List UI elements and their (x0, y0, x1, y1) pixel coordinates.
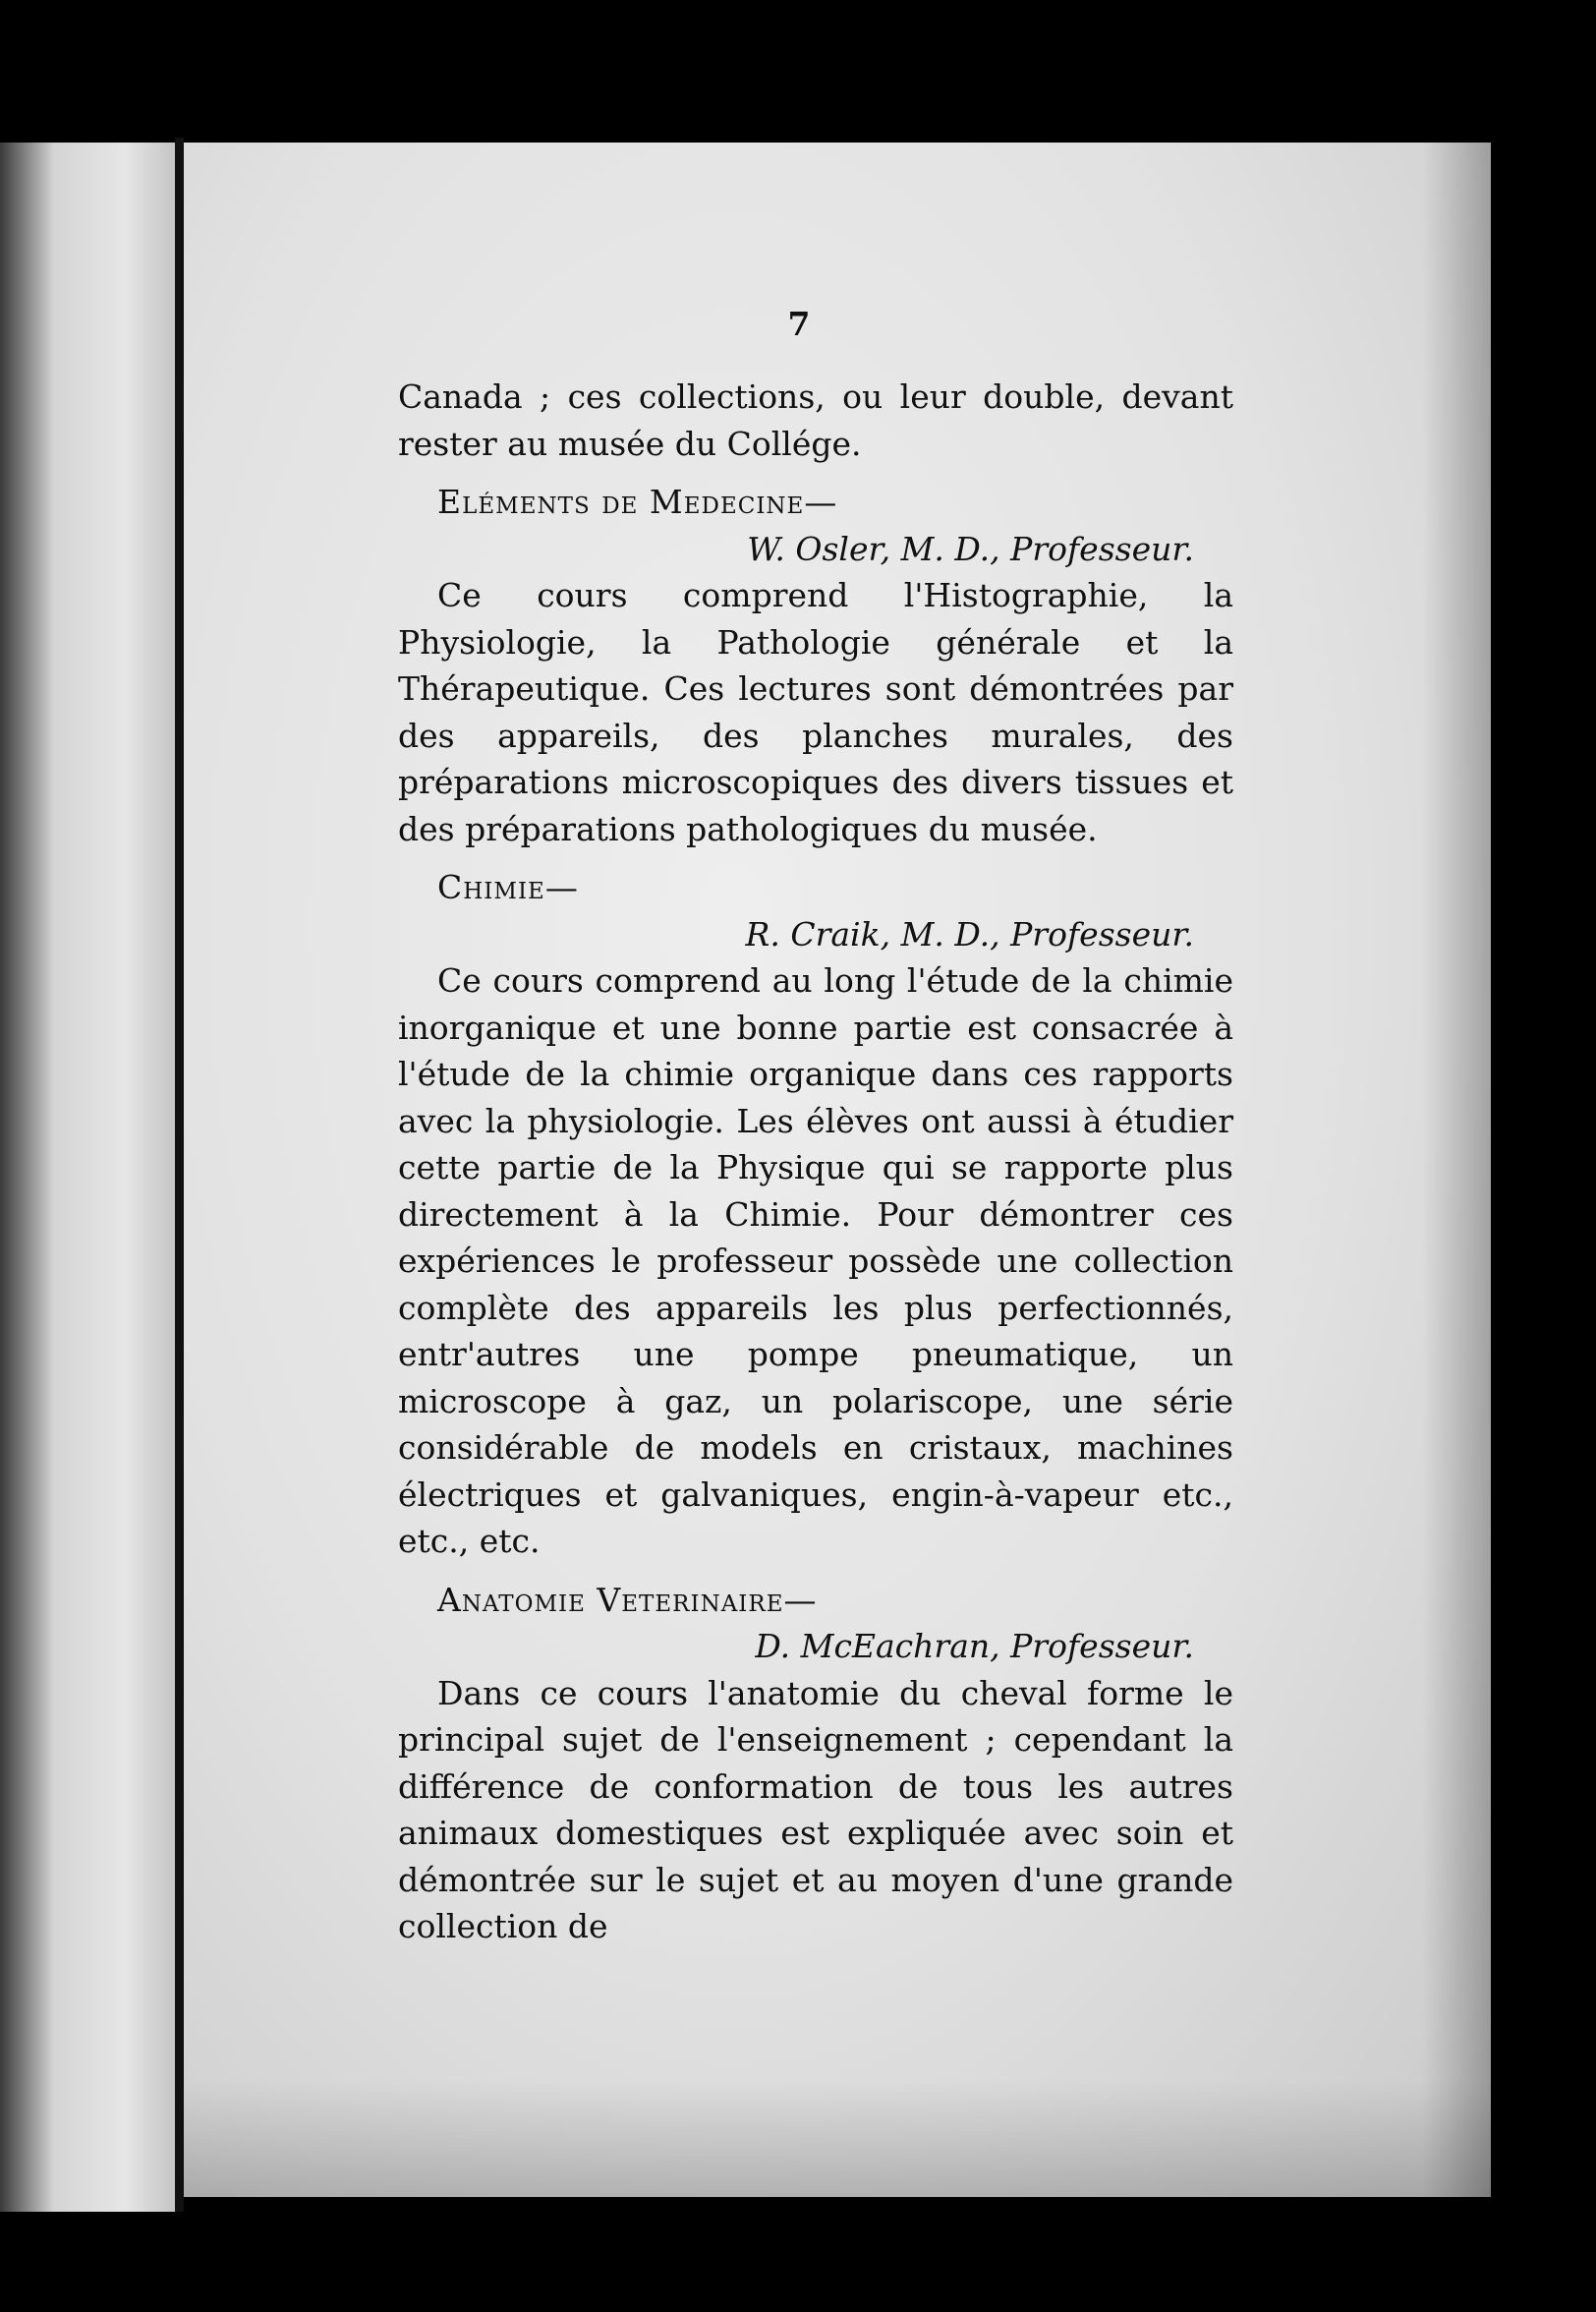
book-gutter (175, 138, 184, 2212)
page-bottom-shadow (184, 2079, 1491, 2197)
heading-elements-de-medecine: Eléments de Medecine— (437, 483, 838, 521)
page-edge-shadow (1422, 143, 1491, 2197)
professor-craik: R. Craik, M. D., Professeur. (745, 914, 1194, 954)
paragraph-canada: Canada ; ces collections, ou leur double, devant rester au musée du Collége. (398, 377, 1233, 463)
facing-page-edge (0, 143, 179, 2212)
page-number: 7 (787, 305, 811, 343)
heading-anatomie-veterinaire: Anatomie Veterinaire— (437, 1580, 818, 1619)
professor-osler: W. Osler, M. D., Professeur. (747, 529, 1194, 568)
professor-mceachran: D. McEachran, Professeur. (755, 1627, 1194, 1665)
paragraph-medecine: Ce cours comprend l'Histographie, la Physiologie, la Pathologie générale et la Thérapeutique. Ces lectures sont démontrées par des appareils, des planches murales, des préparations microscopiques des divers tissues et des préparations pathologiques du musée. (398, 576, 1233, 848)
page-text (398, 374, 1233, 1950)
paragraph-anatomie: Dans ce cours l'anatomie du cheval forme le principal sujet de l'enseignement ; cependant la différence de conformation de tous les autres animaux domestiques est expliquée avec soin et démontrée sur le sujet et au moyen d'une grande collection de (398, 1673, 1233, 1945)
heading-chimie: Chimie— (437, 868, 579, 906)
paragraph-chimie: Ce cours comprend au long l'étude de la chimie inorganique et une bonne partie est consacrée à l'étude de la chimie organique dans ces rapports avec la physiologie. Les élèves ont aussi à étudier cette partie de la Physique qui se rapporte plus directement à la Chimie. Pour démontrer ces expériences le professeur possède une collection complète des appareils les plus perfectionnés, entr'autres une pompe pneumatique, un microscope à gaz, un polariscope, une série considérable de models en cristaux, machines électriques et galvaniques, engin-à-vapeur etc., etc., etc. (398, 961, 1233, 1560)
